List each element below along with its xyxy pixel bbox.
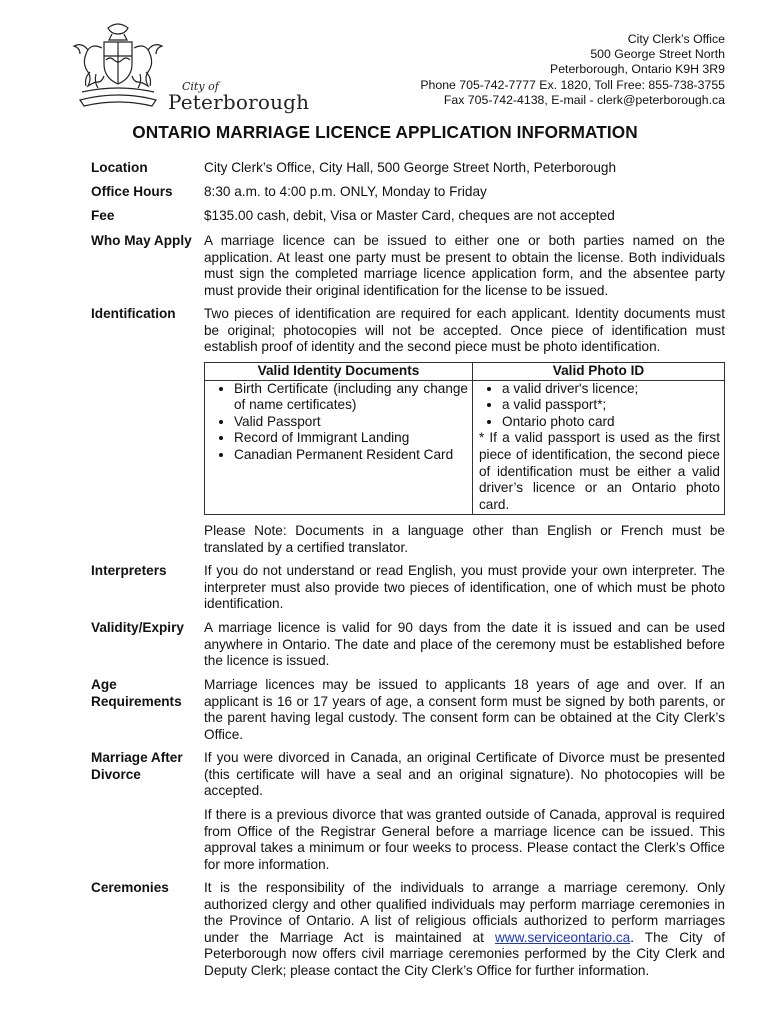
validity-text: A marriage licence is valid for 90 days from the date it is issued and can be used anywhere in Ontario. The date and place of the ceremony must be established before the licence is issued. — [204, 620, 725, 669]
list-item: • a valid driver's licence; — [502, 381, 720, 398]
ceremonies-text-part: It is the responsibility of the individuals to arrange a marriage ceremony. Only authorized clergy and other qualified individuals may perform marriage ceremonies in the Province of Ontario. A list of religious officials authorized to perform marriages under the Marriage Act is maintained at — [204, 880, 725, 945]
divorce-label — [91, 750, 183, 783]
list-item: • a valid passport*; — [502, 397, 720, 414]
contact-line: Peterborough, Ontario K9H 3R9 — [550, 62, 725, 77]
age-text: Marriage licences may be issued to applicants 18 years of age and over. If an applicant is 16 or 17 years of age, a consent form must be signed by both parents, or the parent having legal custody. The consent form can be obtained at the City Clerk’s Office. — [204, 677, 725, 742]
city-logo — [68, 20, 310, 114]
location-label: Location — [91, 160, 148, 175]
identification-label: Identification — [91, 306, 176, 321]
city-of-wordmark: City of — [182, 80, 219, 93]
location-text: City Clerk’s Office, City Hall, 500 George Street North, Peterborough — [204, 160, 617, 175]
list-item: • Valid Passport — [234, 414, 468, 431]
divorce-text-2: If there is a previous divorce that was granted outside of Canada, approval is required from Office of the Registrar General before a marriage licence can be issued. This approval takes a minimum or four weeks to process. Please contact the Clerk’s Office for more information. — [204, 807, 725, 872]
city-name-wordmark: Peterborough — [168, 90, 310, 114]
office-hours-text: 8:30 a.m. to 4:00 p.m. ONLY, Monday to Friday — [204, 184, 487, 199]
identity-documents-cell — [205, 380, 473, 514]
office-hours-label: Office Hours — [91, 184, 173, 199]
list-item: • Ontario photo card — [502, 414, 720, 431]
divorce-text-1: If you were divorced in Canada, an original Certificate of Divorce must be presented (this certificate will have a seal and an original signature). No photocopies will be accepted. — [204, 750, 725, 799]
ceremonies-text — [204, 880, 725, 980]
fee-label: Fee — [91, 208, 115, 223]
ceremonies-text-part: . The City of Peterborough now offers civil marriage ceremonies performed by the City Clerk and Deputy Clerk; please contact the City Clerk’s Office for further information. — [204, 929, 725, 978]
identity-documents-list — [209, 381, 468, 464]
list-item: • Birth Certificate (including any change of name certificates) — [234, 381, 468, 414]
list-item: • Canadian Permanent Resident Card — [234, 447, 468, 464]
photo-id-header: Valid Photo ID — [473, 363, 725, 381]
interpreters-label: Interpreters — [91, 563, 167, 578]
photo-id-cell — [473, 380, 725, 514]
passport-note: * If a valid passport is used as the first piece of identification, the second piece of identification must be either a valid driver’s licence or an Ontario photo card. — [479, 430, 720, 512]
list-item: • Record of Immigrant Landing — [234, 430, 468, 447]
divorce-label-line: Divorce — [91, 766, 141, 782]
who-may-apply-label: Who May Apply — [91, 233, 192, 248]
fee-text: $135.00 cash, debit, Visa or Master Card, cheques are not accepted — [204, 208, 615, 223]
identification-text: Two pieces of identification are required for each applicant. Identity documents must be original; photocopies will not be accepted. Once piece of identification must establish proof of identity and the second piece must be photo identification. — [204, 306, 725, 355]
contact-line: 500 George Street North — [590, 47, 725, 62]
contact-line: Fax 705-742-4138, E-mail - clerk@peterborough.ca — [443, 92, 725, 107]
age-label-line: Requirements — [91, 693, 182, 709]
contact-block — [420, 32, 725, 108]
age-label-line: Age — [91, 677, 117, 692]
photo-id-list — [477, 381, 720, 431]
age-label — [91, 677, 182, 710]
identity-documents-header: Valid Identity Documents — [205, 363, 473, 381]
ceremonies-label: Ceremonies — [91, 880, 169, 895]
identification-table — [204, 362, 725, 515]
contact-line: City Clerk’s Office — [627, 32, 725, 46]
who-may-apply-text: A marriage licence can be issued to either one or both parties named on the application. At least one party must be present to obtain the license. Both individuals must sign the completed marriage licence application form, and the absentee party must provide their original identification for the license to be issued. — [204, 233, 725, 298]
contact-line: Phone 705-742-7777 Ex. 1820, Toll Free: 855-738-3755 — [420, 77, 725, 92]
divorce-label-line: Marriage After — [91, 750, 183, 765]
translation-note: Please Note: Documents in a language other than English or French must be translated by a certified translator. — [204, 523, 725, 555]
page-title: ONTARIO MARRIAGE LICENCE APPLICATION INFORMATION — [132, 122, 638, 142]
serviceontario-link[interactable]: www.serviceontario.ca — [494, 929, 631, 945]
validity-label: Validity/Expiry — [91, 620, 184, 635]
coat-of-arms-icon — [68, 20, 168, 112]
interpreters-text: If you do not understand or read English, you must provide your own interpreter. The interpreter must also provide two pieces of identification, one of which must be photo identification. — [204, 563, 725, 612]
